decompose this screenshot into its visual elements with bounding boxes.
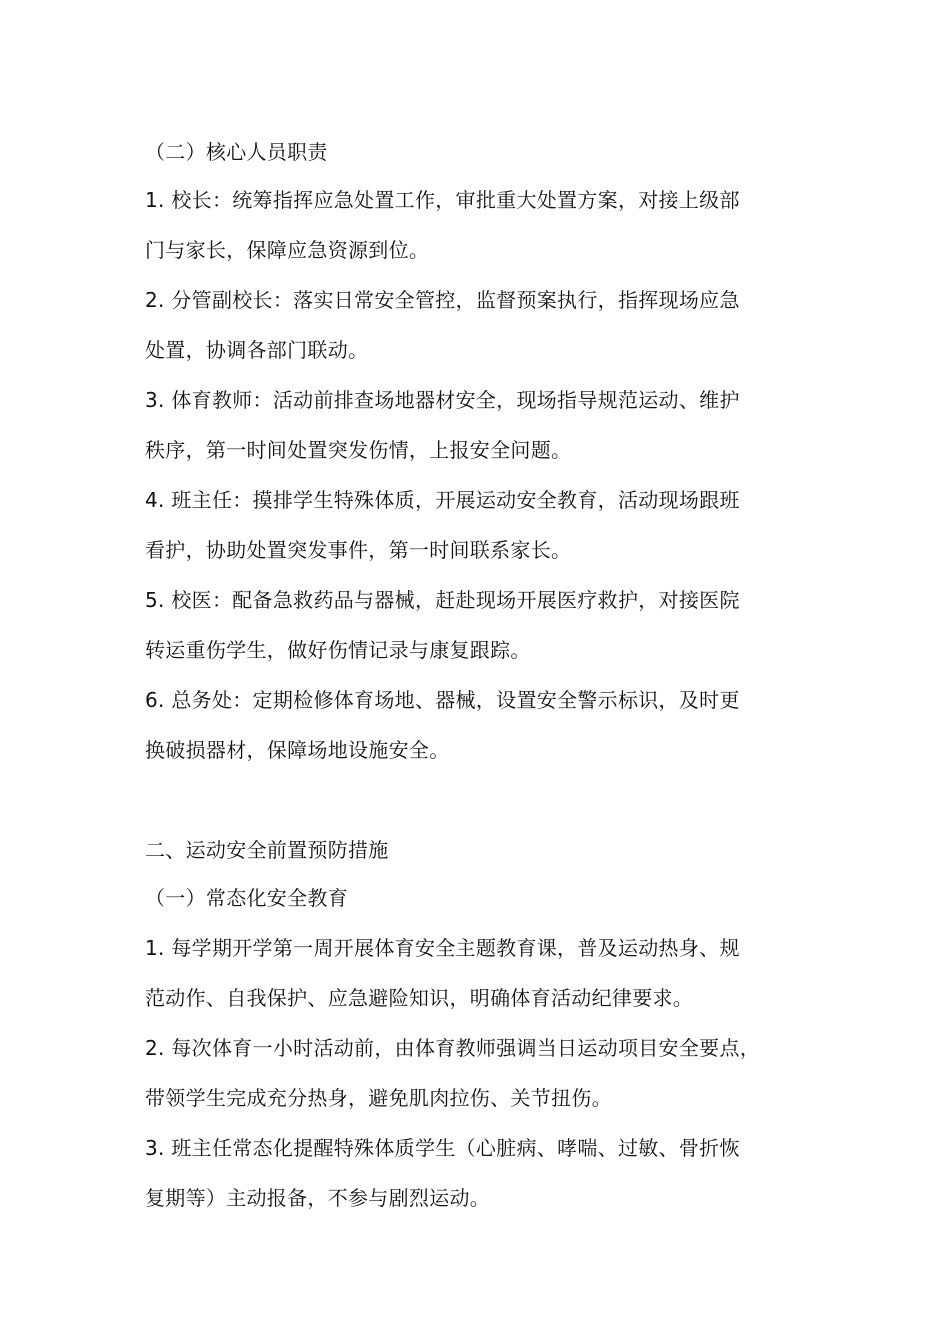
paragraph-line: 4. 班主任：摸排学生特殊体质，开展运动安全教育，活动现场跟班 (145, 488, 740, 512)
section-heading-prevention: 二、运动安全前置预防措施 (145, 838, 389, 862)
paragraph-line: 带领学生完成充分热身，避免肌肉拉伤、关节扭伤。 (145, 1086, 612, 1110)
paragraph-line: 范动作、自我保护、应急避险知识，明确体育活动纪律要求。 (145, 986, 694, 1010)
paragraph-line: 换破损器材，保障场地设施安全。 (145, 738, 450, 762)
subsection-heading-safety-education: （一）常态化安全教育 (145, 886, 348, 910)
paragraph-line: 门与家长，保障应急资源到位。 (145, 238, 430, 262)
paragraph-line: 1. 校长：统筹指挥应急处置工作，审批重大处置方案，对接上级部 (145, 188, 740, 212)
paragraph-line: 3. 班主任常态化提醒特殊体质学生（心脏病、哮喘、过敏、骨折恢 (145, 1136, 740, 1160)
paragraph-line: 2. 分管副校长：落实日常安全管控，监督预案执行，指挥现场应急 (145, 288, 740, 312)
paragraph-line: 看护，协助处置突发事件，第一时间联系家长。 (145, 538, 572, 562)
paragraph-line: 3. 体育教师：活动前排查场地器材安全，现场指导规范运动、维护 (145, 388, 740, 412)
paragraph-line: 2. 每次体育一小时活动前，由体育教师强调当日运动项目安全要点， (145, 1036, 761, 1060)
section-heading-core-staff: （二）核心人员职责 (145, 140, 328, 164)
paragraph-line: 秩序，第一时间处置突发伤情，上报安全问题。 (145, 438, 572, 462)
paragraph-line: 5. 校医：配备急救药品与器械，赶赴现场开展医疗救护，对接医院 (145, 588, 740, 612)
paragraph-line: 处置，协调各部门联动。 (145, 338, 369, 362)
paragraph-line: 转运重伤学生，做好伤情记录与康复跟踪。 (145, 638, 531, 662)
paragraph-line: 6. 总务处：定期检修体育场地、器械，设置安全警示标识，及时更 (145, 688, 740, 712)
paragraph-line: 1. 每学期开学第一周开展体育安全主题教育课，普及运动热身、规 (145, 936, 740, 960)
paragraph-line: 复期等）主动报备，不参与剧烈运动。 (145, 1186, 491, 1210)
